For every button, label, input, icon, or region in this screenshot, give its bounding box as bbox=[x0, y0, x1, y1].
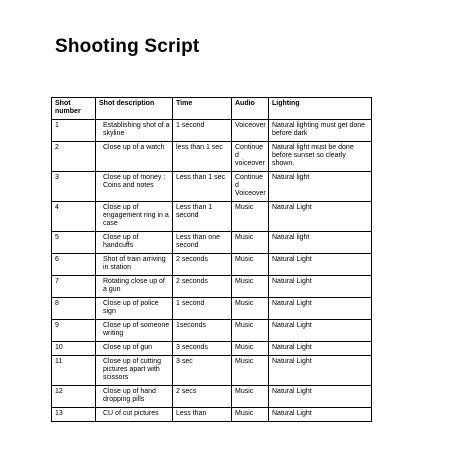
lighting-text: Natural Light bbox=[272, 358, 312, 365]
lighting-cell bbox=[269, 342, 372, 356]
lighting-text: Natural Light bbox=[272, 204, 312, 211]
audio-cell bbox=[232, 172, 269, 202]
audio-text: Music bbox=[235, 204, 254, 211]
audio-cell bbox=[232, 356, 269, 386]
time-cell bbox=[173, 232, 232, 254]
shot-number-text: 5 bbox=[55, 234, 59, 241]
shot-description-text: Close up of handcuffs bbox=[103, 234, 139, 249]
table-row bbox=[52, 356, 372, 386]
table-row bbox=[52, 342, 372, 356]
shot-description-text: CU of cut pictures bbox=[103, 410, 159, 417]
shot-description-text: Close up of someone writing bbox=[103, 322, 170, 337]
audio-cell bbox=[232, 232, 269, 254]
shot-description-cell bbox=[96, 142, 173, 172]
audio-text: Music bbox=[235, 344, 254, 351]
audio-text: Music bbox=[235, 388, 254, 395]
lighting-cell bbox=[269, 356, 372, 386]
shot-number-text: 8 bbox=[55, 300, 59, 307]
table-row bbox=[52, 142, 372, 172]
audio-text: Voiceover bbox=[235, 122, 266, 129]
time-cell bbox=[173, 202, 232, 232]
table-row bbox=[52, 276, 372, 298]
lighting-text: Natural Light bbox=[272, 278, 312, 285]
shot-number-text: 7 bbox=[55, 278, 59, 285]
time-cell bbox=[173, 298, 232, 320]
audio-text: Music bbox=[235, 358, 254, 365]
shot-description-text: Close up of engagement ring in a case bbox=[103, 204, 169, 227]
shot-number-text: 12 bbox=[55, 388, 63, 395]
shot-number-text: 4 bbox=[55, 204, 59, 211]
page-title: Shooting Script bbox=[55, 36, 200, 57]
time-text: 3 sec bbox=[176, 358, 193, 365]
lighting-cell bbox=[269, 276, 372, 298]
time-cell bbox=[173, 142, 232, 172]
time-cell bbox=[173, 120, 232, 142]
audio-text: Music bbox=[235, 256, 254, 263]
column-header-shot-number: Shot number bbox=[52, 98, 96, 120]
column-header-shot-description: Shot description bbox=[96, 98, 173, 120]
column-header-audio: Audio bbox=[232, 98, 269, 120]
shot-description-cell bbox=[96, 202, 173, 232]
time-text: 2 secs bbox=[176, 388, 197, 395]
table-row bbox=[52, 202, 372, 232]
lighting-text: Natural light bbox=[272, 234, 310, 241]
lighting-cell bbox=[269, 408, 372, 422]
time-cell bbox=[173, 172, 232, 202]
time-text: 2 seconds bbox=[176, 278, 208, 285]
audio-text: Music bbox=[235, 410, 254, 417]
time-text: 3 seconds bbox=[176, 344, 208, 351]
audio-cell bbox=[232, 342, 269, 356]
audio-cell bbox=[232, 386, 269, 408]
shot-description-text: Establishing shot of a skyline bbox=[103, 122, 170, 137]
audio-text: Music bbox=[235, 300, 254, 307]
shot-description-cell bbox=[96, 254, 173, 276]
shot-number-text: 6 bbox=[55, 256, 59, 263]
shot-description-cell bbox=[96, 408, 173, 422]
shot-description-cell bbox=[96, 356, 173, 386]
lighting-cell bbox=[269, 142, 372, 172]
lighting-text: Natural Light bbox=[272, 388, 312, 395]
lighting-text: Natural Light bbox=[272, 322, 312, 329]
shot-number-text: 9 bbox=[55, 322, 59, 329]
table-row bbox=[52, 408, 372, 422]
shot-number-text: 1 bbox=[55, 122, 59, 129]
time-text: Less than bbox=[176, 410, 207, 417]
table-row bbox=[52, 386, 372, 408]
time-text: 1seconds bbox=[176, 322, 206, 329]
time-cell bbox=[173, 276, 232, 298]
audio-text: Music bbox=[235, 278, 254, 285]
shot-number-text: 2 bbox=[55, 144, 59, 151]
lighting-cell bbox=[269, 320, 372, 342]
shot-description-cell bbox=[96, 232, 173, 254]
table-row bbox=[52, 254, 372, 276]
shot-number-cell bbox=[52, 386, 96, 408]
lighting-cell bbox=[269, 254, 372, 276]
audio-cell bbox=[232, 298, 269, 320]
lighting-cell bbox=[269, 298, 372, 320]
lighting-text: Natural Light bbox=[272, 300, 312, 307]
shot-number-cell bbox=[52, 276, 96, 298]
lighting-text: Natural light bbox=[272, 174, 310, 181]
shot-description-text: Rotating close up of a gun bbox=[103, 278, 165, 293]
shot-description-cell bbox=[96, 320, 173, 342]
time-text: Less than one second bbox=[176, 234, 220, 249]
audio-cell bbox=[232, 202, 269, 232]
lighting-text: Natural Light bbox=[272, 410, 312, 417]
shot-description-cell bbox=[96, 172, 173, 202]
shot-number-cell bbox=[52, 254, 96, 276]
shot-number-cell bbox=[52, 232, 96, 254]
shot-description-cell bbox=[96, 120, 173, 142]
time-text: 2 seconds bbox=[176, 256, 208, 263]
shot-number-cell bbox=[52, 298, 96, 320]
table-body bbox=[52, 120, 372, 422]
shot-description-text: Close up of hand dropping pills bbox=[103, 388, 156, 403]
time-cell bbox=[173, 254, 232, 276]
table-row bbox=[52, 320, 372, 342]
table-row bbox=[52, 232, 372, 254]
shot-number-cell bbox=[52, 142, 96, 172]
column-header-lighting: Lighting bbox=[269, 98, 372, 120]
time-text: Less than 1 sec bbox=[176, 174, 226, 181]
lighting-text: Natural Light bbox=[272, 344, 312, 351]
shot-description-text: Close up of gun bbox=[103, 344, 153, 351]
lighting-text: Natural light must be done before sunset so clearly shown. bbox=[272, 144, 354, 167]
shooting-script-table bbox=[51, 97, 372, 422]
time-text: Less than 1 second bbox=[176, 204, 213, 219]
lighting-cell bbox=[269, 202, 372, 232]
table-row bbox=[52, 298, 372, 320]
shot-number-text: 11 bbox=[55, 358, 63, 365]
audio-text: Continued voiceover bbox=[235, 144, 265, 167]
shot-description-cell bbox=[96, 386, 173, 408]
audio-cell bbox=[232, 142, 269, 172]
lighting-cell bbox=[269, 172, 372, 202]
shot-number-cell bbox=[52, 202, 96, 232]
lighting-cell bbox=[269, 232, 372, 254]
shot-description-cell bbox=[96, 276, 173, 298]
time-text: 1 second bbox=[176, 300, 205, 307]
table-row bbox=[52, 172, 372, 202]
time-cell bbox=[173, 408, 232, 422]
lighting-text: Natural lighting must get done before dark bbox=[272, 122, 365, 137]
audio-text: Continued Voiceover bbox=[235, 174, 266, 197]
shot-number-text: 3 bbox=[55, 174, 59, 181]
audio-cell bbox=[232, 320, 269, 342]
time-cell bbox=[173, 342, 232, 356]
table-row bbox=[52, 120, 372, 142]
shot-description-cell bbox=[96, 298, 173, 320]
shot-number-cell bbox=[52, 172, 96, 202]
audio-cell bbox=[232, 408, 269, 422]
time-cell bbox=[173, 386, 232, 408]
shot-description-text: Close up of money : Coins and notes bbox=[103, 174, 166, 189]
shot-number-cell bbox=[52, 408, 96, 422]
time-text: 1 second bbox=[176, 122, 205, 129]
time-cell bbox=[173, 356, 232, 386]
shot-number-text: 10 bbox=[55, 344, 63, 351]
shot-number-cell bbox=[52, 320, 96, 342]
shot-description-text: Close up of cutting pictures apart with scissors bbox=[103, 358, 161, 381]
shot-number-cell bbox=[52, 356, 96, 386]
audio-text: Music bbox=[235, 234, 254, 241]
shot-description-text: Close up of police sign bbox=[103, 300, 159, 315]
audio-text: Music bbox=[235, 322, 254, 329]
time-text: less than 1 sec bbox=[176, 144, 223, 151]
shot-number-cell bbox=[52, 120, 96, 142]
audio-cell bbox=[232, 120, 269, 142]
shot-number-text: 13 bbox=[55, 410, 63, 417]
shot-description-text: Shot of train arriving in station bbox=[103, 256, 166, 271]
header-row bbox=[52, 98, 372, 120]
column-header-time: Time bbox=[173, 98, 232, 120]
audio-cell bbox=[232, 254, 269, 276]
lighting-text: Natural Light bbox=[272, 256, 312, 263]
shot-description-text: Close up of a watch bbox=[103, 144, 165, 151]
time-cell bbox=[173, 320, 232, 342]
shot-description-cell bbox=[96, 342, 173, 356]
lighting-cell bbox=[269, 120, 372, 142]
shot-number-cell bbox=[52, 342, 96, 356]
lighting-cell bbox=[269, 386, 372, 408]
audio-cell bbox=[232, 276, 269, 298]
